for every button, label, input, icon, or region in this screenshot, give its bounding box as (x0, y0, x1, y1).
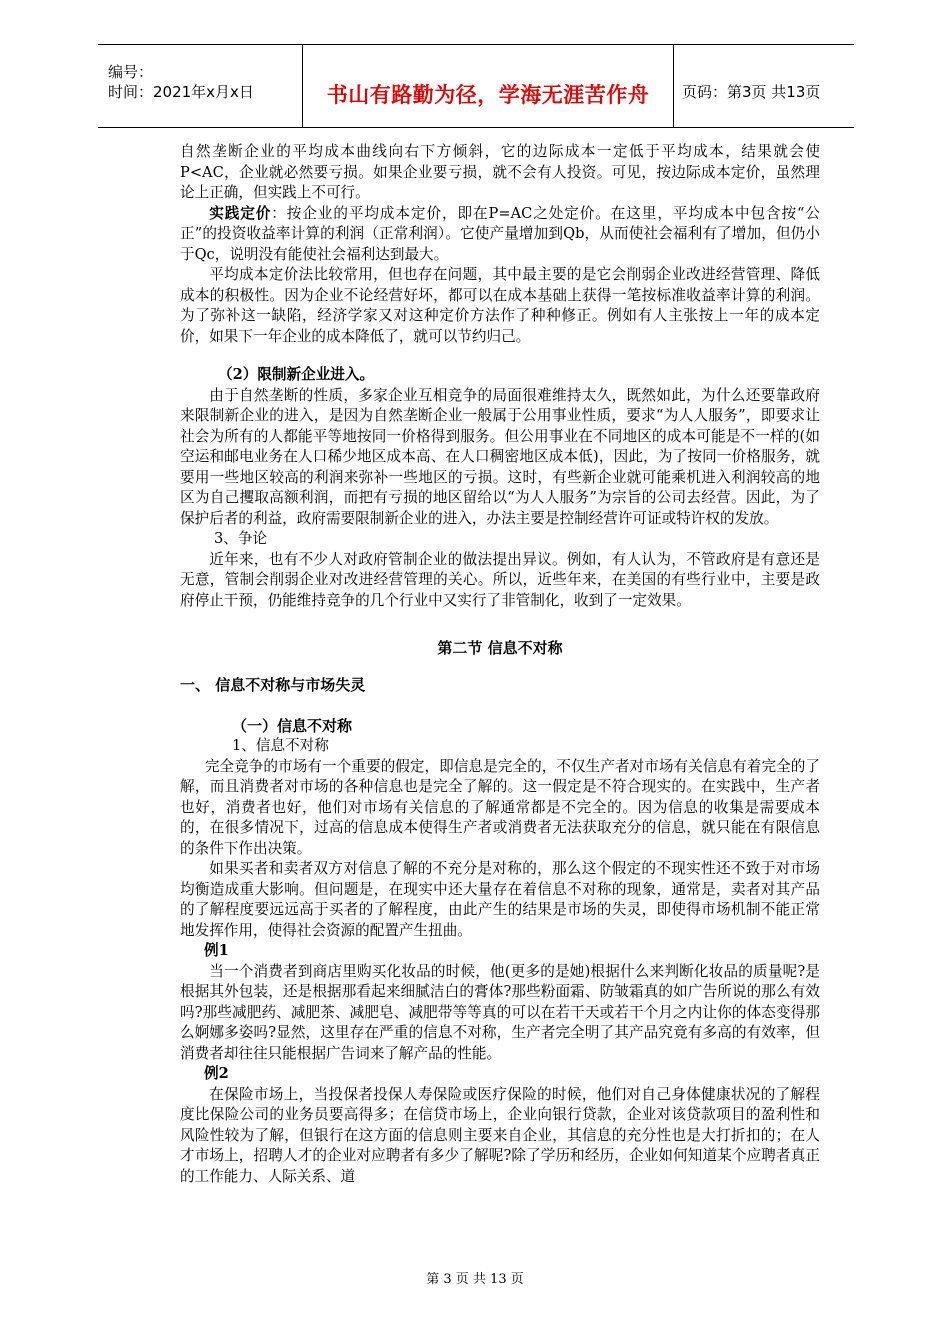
paragraph (180, 204, 820, 266)
time-label: 时间：2021年x月x日 (108, 83, 254, 101)
paragraph: 在保险市场上，当投保者投保人寿保险或医疗保险的时候，他们对自己身体健康状况的了解程度比保险公司的业务员要高得多；在信贷市场上，企业向银行贷款，企业对该贷款项目的盈利性和风险性较为了解，但银行在这方面的信息则主要来自企业，其信息的充分性也是大打折扣的；在人才市场上，招聘人才的企业对应聘者有多少了解呢?除了学历和经历，企业如何知道某个应聘者真正的工作能力、人际关系、道 (180, 1085, 820, 1185)
heading-level1: 一、 信息不对称与市场失灵 (180, 676, 366, 694)
section-title: 第二节 信息不对称 (437, 639, 563, 657)
document-body (180, 142, 820, 1187)
header-page-cell (674, 45, 854, 127)
example-label: 例1 (204, 942, 229, 959)
term-bold: 实践定价 (209, 204, 272, 222)
paragraph: 如果买者和卖者双方对信息了解的不充分是对称的，那么这个假定的不现实性还不致于对市场均衡造成重大影响。但问题是，在现实中还大量存在着信息不对称的现象，通常是，卖者对其产品的了解程度要远远高于买者的了解程度，由此产生的结果是市场的失灵，即使得市场机制不能正常地发挥作用，使得社会资源的配置产生扭曲。 (180, 860, 820, 939)
page-header (98, 44, 854, 128)
motto: 书山有路勤为径，学海无涯苦作舟 (326, 83, 650, 107)
paragraph: 近年来，也有不少人对政府管制企业的做法提出异议。例如，有人认为，不管政府是有意还是无意，管制会削弱企业对改进经营管理的关心。所以，近些年来，在美国的有些行业中，主要是政府停止干预，仍能维持竞争的几个行业中又实行了非管制化，收到了一定效果。 (180, 550, 820, 609)
header-page-label: 页码：第3页 共13页 (682, 83, 821, 101)
paragraph: 完全竞争的市场有一个重要的假定，即信息是完全的，不仅生产者对市场有关信息有着完全的了解，而且消费者对市场的各种信息也是完全了解的。这一假定是不符合现实的。在实践中，生产者也好，消费者也好，他们对市场有关信息的了解通常都是不完全的。因为信息的收集是需要成本的，在很多情况下，过高的信息成本使得生产者或消费者无法获取充分的信息，就只能在有限信息的条件下作出决策。 (180, 757, 820, 857)
page-footer: 第 3 页 共 13 页 (426, 1272, 524, 1287)
paragraph: 当一个消费者到商店里购买化妆品的时候，他(更多的是她)根据什么来判断化妆品的质量呢?是根据其外包装，还是根据那看起来细腻洁白的膏体?那些粉面霜、防皱霜真的如广告所说的那么有效吗?那些减肥药、减肥茶、减肥皂、减肥带等等真的可以在若干天或若干个月之内让你的体态变得那么婀娜多姿吗?显然，这里存在严重的信息不对称，生产者完全明了其产品究竟有多高的有效率，但消费者却往往只能根据广告词来了解产品的性能。 (180, 962, 820, 1062)
heading-level2: （一）信息不对称 (232, 717, 353, 735)
heading-level3: 1、信息不对称 (232, 737, 329, 754)
header-info-cell (98, 45, 303, 127)
subheading-debate: 3、争论 (214, 530, 268, 547)
paragraph-text: ：按企业的平均成本定价，即在P=AC之处定价。在这里，平均成本中包含按“公正”的投资收益率计算的利润（正常利润）。它使产量增加到Qb，从而使社会福利有了增加，但仍小于Qc，说明没有能使社会福利达到最大。 (180, 204, 820, 263)
paragraph: 平均成本定价法比较常用，但也存在问题，其中最主要的是它会削弱企业改进经营管理、降低成本的积极性。因为企业不论经营好坏，都可以在成本基础上获得一笔按标准收益率计算的利润。为了弥补这一缺陷，经济学家又对这种定价方法作了种种修正。例如有人主张按上一年的成本定价，如果下一年企业的成本降低了，就可以节约归己。 (180, 266, 820, 345)
example-label: 例2 (204, 1065, 229, 1082)
paragraph: 自然垄断企业的平均成本曲线向右下方倾斜，它的边际成本一定低于平均成本，结果就会使P<AC，企业就必然要亏损。如果企业要亏损，就不会有人投资。可见，按边际成本定价，虽然理论上正确，但实践上不可行。 (180, 143, 820, 201)
header-motto-cell (303, 45, 674, 127)
paragraph: 由于自然垄断的性质，多家企业互相竞争的局面很难维持太久，既然如此，为什么还要靠政府来限制新企业的进入，是因为自然垄断企业一般属于公用事业性质，要求“为人人服务”，即要求让社会为所有的人都能平等地按同一价格得到服务。但公用事业在不同地区的成本可能是不一样的(如空运和邮电业务在人口稀少地区成本高、在人口稠密地区成本低)，因此，为了按同一价格服务，就要用一些地区较高的利润来弥补一些地区的亏损。这时，有些新企业就可能乘机进入利润较高的地区为自己攫取高额利润，而把有亏损的地区留给以“为人人服务”为宗旨的公司去经营。因此，为了保护后者的利益，政府需要限制新企业的进入，办法主要是控制经营许可证或特许权的发放。 (180, 386, 820, 527)
subheading-limit-entry: （2）限制新企业进入。 (218, 366, 375, 383)
number-label: 编号： (108, 63, 154, 81)
